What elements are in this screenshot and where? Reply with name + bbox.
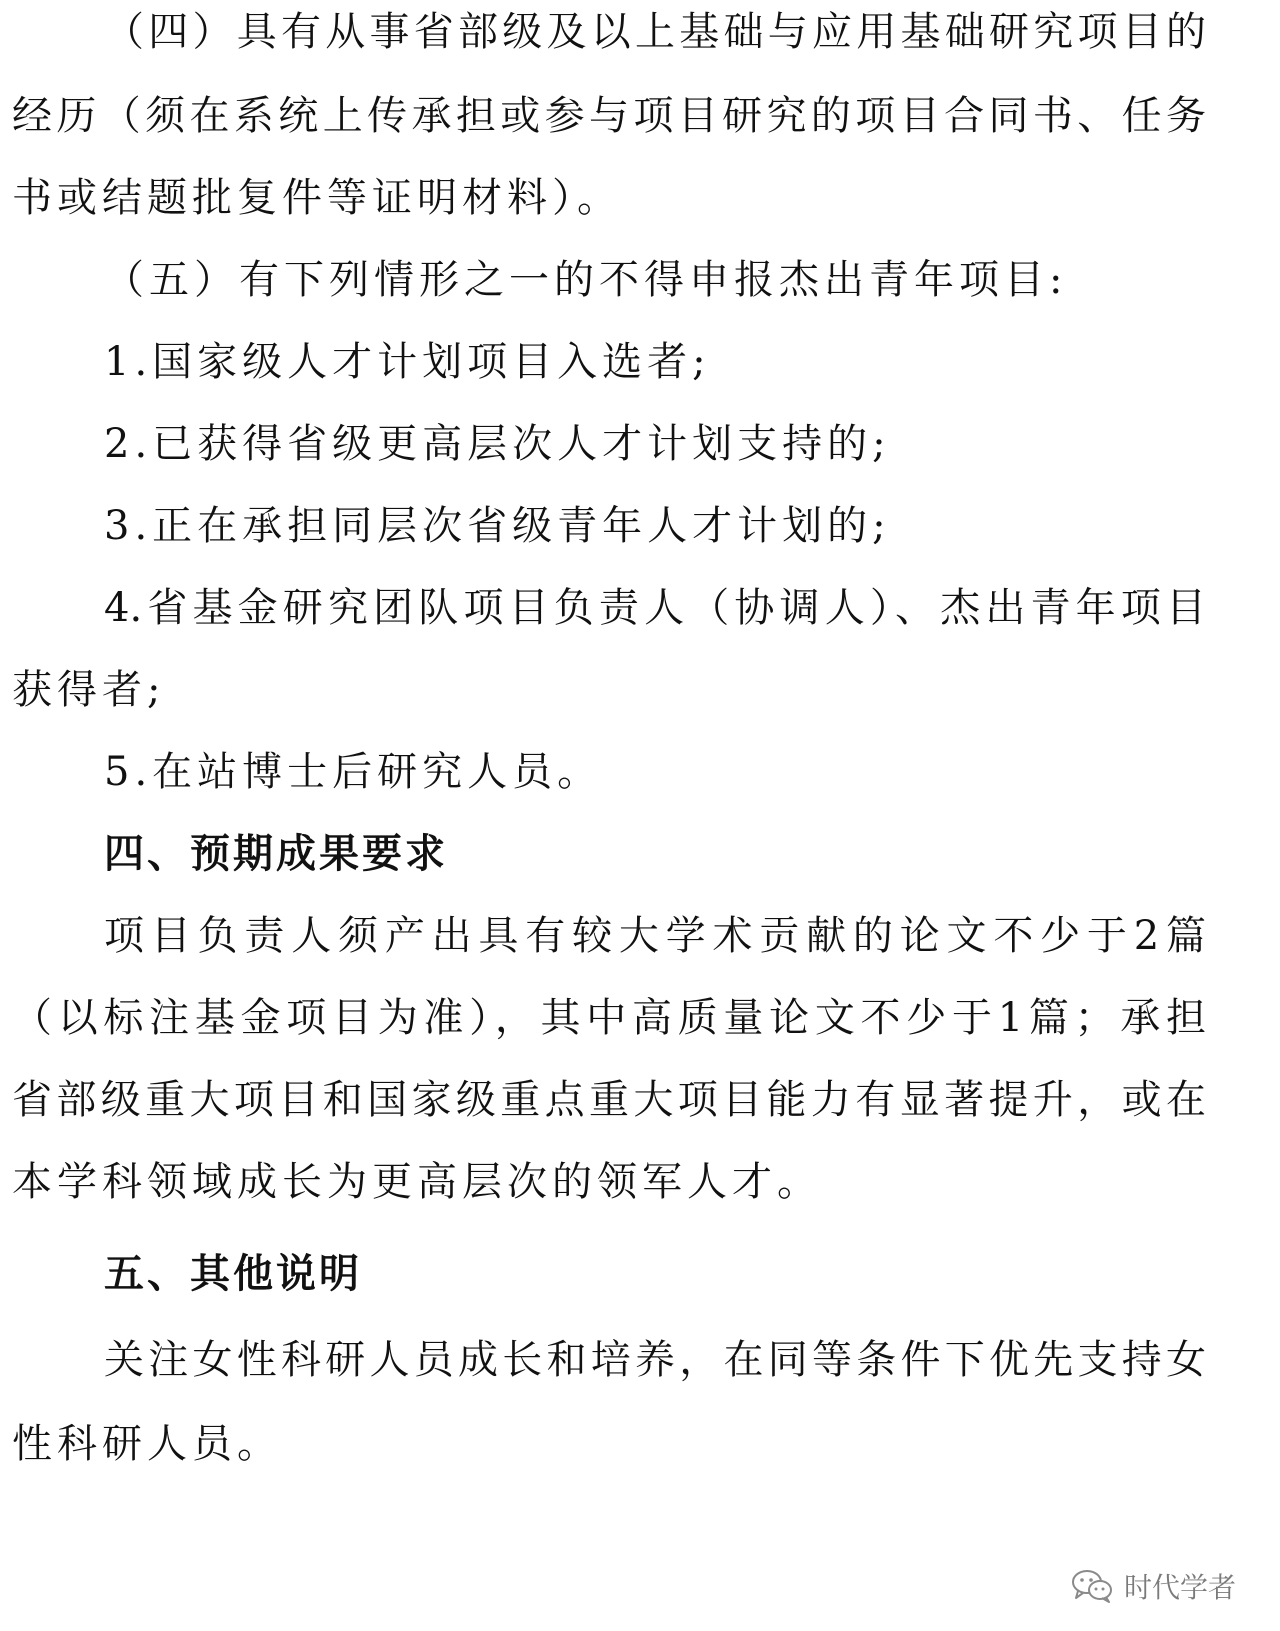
watermark (1070, 1566, 1236, 1606)
section-heading: 四、预期成果要求 (104, 831, 448, 877)
paragraph-line: 关注女性科研人员成长和培养，在同等条件下优先支持女 (104, 1337, 1206, 1383)
paragraph-line: （五）有下列情形之一的不得申报杰出青年项目: (104, 257, 1068, 303)
paragraph-line: 本学科领域成长为更高层次的领军人才。 (12, 1159, 822, 1205)
watermark-text: 时代学者 (1124, 1571, 1237, 1604)
paragraph-line: 书或结题批复件等证明材料）。 (12, 175, 622, 221)
section-heading: 五、其他说明 (104, 1251, 362, 1297)
list-item: 5.在站博士后研究人员。 (104, 749, 603, 795)
list-item: 2.已获得省级更高层次人才计划支持的; (104, 421, 891, 467)
paragraph-line: （以标注基金项目为准），其中高质量论文不少于1篇；承担 (12, 995, 1206, 1041)
list-item: 4.省基金研究团队项目负责人（协调人）、杰出青年项目 (104, 585, 1206, 631)
paragraph-line: （四）具有从事省部级及以上基础与应用基础研究项目的 (104, 9, 1206, 55)
paragraph-line: 省部级重大项目和国家级重点重大项目能力有显著提升，或在 (12, 1077, 1206, 1123)
list-item: 3.正在承担同层次省级青年人才计划的; (104, 503, 891, 549)
paragraph-line: 性科研人员。 (12, 1421, 282, 1467)
paragraph-line: 项目负责人须产出具有较大学术贡献的论文不少于2篇 (104, 913, 1206, 959)
list-item-continuation: 获得者; (12, 667, 166, 713)
wechat-icon (1070, 1568, 1114, 1604)
paragraph-line: 经历（须在系统上传承担或参与项目研究的项目合同书、任务 (12, 93, 1206, 139)
list-item: 1.国家级人才计划项目入选者; (104, 339, 711, 385)
